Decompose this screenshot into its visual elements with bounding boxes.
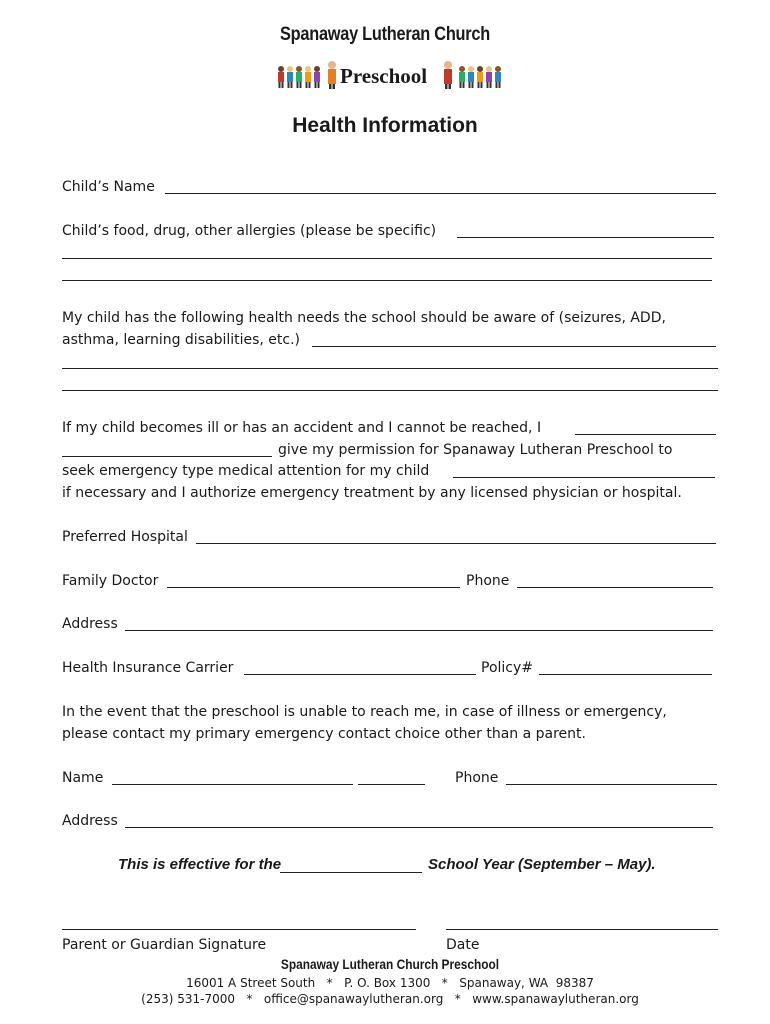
health-needs-line-2[interactable] <box>62 368 718 369</box>
doctor-label: Family Doctor <box>62 573 159 589</box>
effective-suffix: School Year (September – May). <box>428 856 656 873</box>
contact-phone-label: Phone <box>455 770 499 786</box>
hospital-label: Preferred Hospital <box>62 529 188 545</box>
parent-name-field[interactable] <box>575 434 716 435</box>
footer-address: 16001 A Street South * P. O. Box 1300 * Spanaway, WA 98387 <box>186 976 594 990</box>
signature-label: Parent or Guardian Signature <box>62 937 267 953</box>
date-label: Date <box>446 937 480 953</box>
doctor-phone-field[interactable] <box>517 587 713 588</box>
school-year-field[interactable] <box>280 872 422 873</box>
allergies-line-2[interactable] <box>62 258 712 259</box>
parent-name-field-2[interactable] <box>62 456 272 457</box>
childs-name-field[interactable] <box>165 193 716 194</box>
allergies-line-3[interactable] <box>62 280 712 281</box>
contact-address-field[interactable] <box>125 827 713 828</box>
doctor-address-label: Address <box>62 616 118 632</box>
doctor-address-field[interactable] <box>125 630 713 631</box>
child-name-consent-field[interactable] <box>453 477 715 478</box>
logo-preschool-text: Preschool <box>340 64 428 88</box>
insurance-label: Health Insurance Carrier <box>62 660 234 676</box>
preschool-logo <box>270 58 510 92</box>
date-field[interactable] <box>446 929 718 930</box>
contact-name-field[interactable] <box>112 784 353 785</box>
health-needs-text-1: My child has the following health needs the school should be aware of (seizures, ADD, <box>62 310 666 326</box>
church-name: Spanaway Lutheran Church <box>280 24 490 45</box>
consent-text-4: if necessary and I authorize emergency treatment by any licensed physician or hospital. <box>62 485 682 501</box>
allergies-label: Child’s food, drug, other allergies (please be specific) <box>62 223 437 239</box>
kids-left-icon <box>276 60 340 90</box>
emergency-text-1: In the event that the preschool is unable to reach me, in case of illness or emergency, <box>62 704 667 720</box>
contact-phone-field[interactable] <box>506 784 717 785</box>
childs-name-label: Child’s Name <box>62 179 155 195</box>
effective-prefix: This is effective for the <box>118 856 282 873</box>
contact-name-field-2[interactable] <box>358 784 425 785</box>
page-title: Health Information <box>292 114 478 137</box>
health-needs-line-3[interactable] <box>62 390 718 391</box>
contact-address-label: Address <box>62 813 118 829</box>
consent-text-2: give my permission for Spanaway Lutheran Preschool to <box>278 442 673 458</box>
consent-text-1: If my child becomes ill or has an accident and I cannot be reached, I <box>62 420 542 436</box>
footer-contact: (253) 531-7000 * office@spanawaylutheran.org * www.spanawaylutheran.org <box>141 992 639 1006</box>
footer-name: Spanaway Lutheran Church Preschool <box>280 956 500 972</box>
allergies-field[interactable] <box>457 237 714 238</box>
kids-right-icon <box>442 60 506 90</box>
signature-field[interactable] <box>62 929 416 930</box>
health-needs-text-2: asthma, learning disabilities, etc.) <box>62 332 301 348</box>
doctor-phone-label: Phone <box>466 573 510 589</box>
contact-name-label: Name <box>62 770 104 786</box>
policy-label: Policy# <box>481 660 534 676</box>
health-needs-field[interactable] <box>312 346 716 347</box>
doctor-field[interactable] <box>167 587 460 588</box>
consent-text-3: seek emergency type medical attention for my child <box>62 463 430 479</box>
policy-field[interactable] <box>539 674 712 675</box>
hospital-field[interactable] <box>196 543 716 544</box>
insurance-field[interactable] <box>244 674 476 675</box>
emergency-text-2: please contact my primary emergency contact choice other than a parent. <box>62 726 586 742</box>
